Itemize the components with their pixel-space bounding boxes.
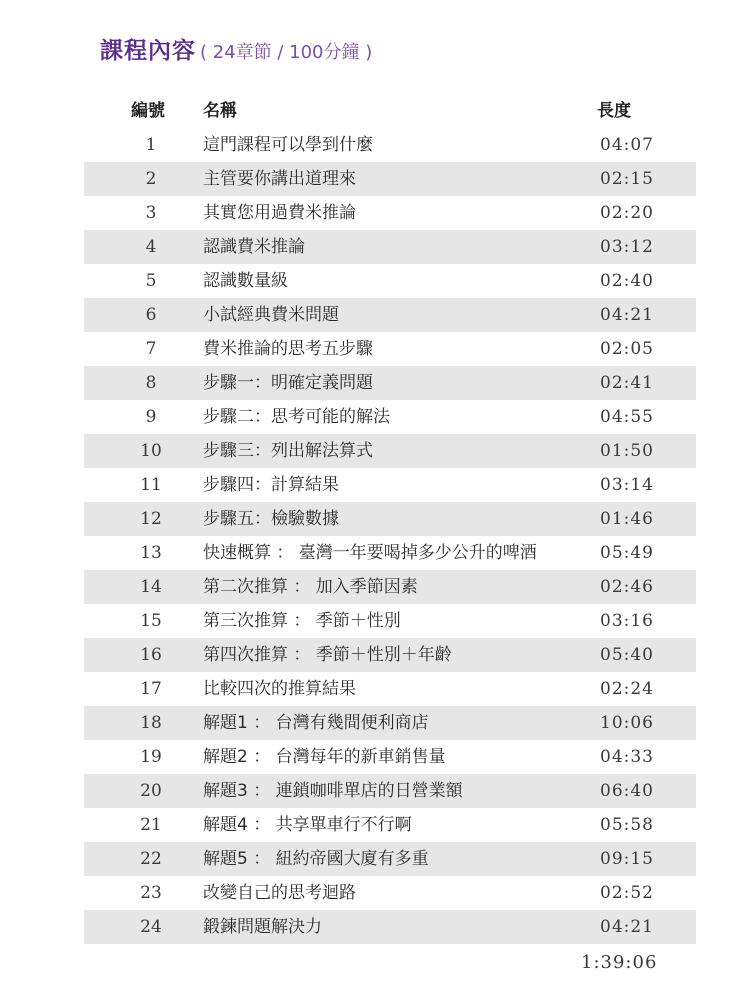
table-row [84, 740, 696, 774]
table-row [84, 128, 696, 162]
lesson-length: 04:55 [600, 407, 654, 427]
table-row [84, 638, 696, 672]
table-row [84, 808, 696, 842]
lesson-length: 05:49 [600, 543, 654, 563]
lesson-number: 6 [145, 305, 157, 325]
table-row [84, 910, 696, 944]
lesson-name: 第四次推算 ： 季節＋性別＋年齡 [203, 645, 452, 665]
lesson-length: 04:21 [600, 917, 654, 937]
table-row [84, 366, 696, 400]
table-row [84, 774, 696, 808]
table-row [84, 162, 696, 196]
table-row [84, 468, 696, 502]
table-row [84, 502, 696, 536]
lesson-number: 7 [145, 339, 157, 359]
lesson-name: 步驟一：明確定義問題 [203, 373, 373, 393]
page-subtitle: ( 24章節 / 100分鐘 ) [200, 42, 373, 63]
lesson-number: 12 [140, 509, 162, 529]
lesson-number: 23 [140, 883, 162, 903]
lesson-number: 9 [145, 407, 157, 427]
table-row [84, 706, 696, 740]
lesson-length: 09:15 [600, 849, 654, 869]
table-row [84, 536, 696, 570]
lesson-name: 第二次推算 ： 加入季節因素 [203, 577, 418, 597]
lesson-length: 03:14 [600, 475, 654, 495]
lesson-number: 17 [140, 679, 162, 699]
lesson-number: 24 [140, 917, 162, 937]
lesson-length: 01:46 [600, 509, 654, 529]
lesson-name: 步驟五：檢驗數據 [203, 509, 339, 529]
lesson-number: 13 [140, 543, 162, 563]
course-table [84, 94, 696, 944]
lesson-number: 2 [145, 169, 157, 189]
lesson-name: 解題4 ： 共享單車行不行啊 [203, 815, 412, 835]
lesson-length: 05:40 [600, 645, 654, 665]
lesson-name: 認識數量級 [203, 271, 288, 291]
lesson-length: 02:05 [600, 339, 654, 359]
lesson-name: 步驟三：列出解法算式 [203, 441, 373, 461]
lesson-name: 步驟四：計算結果 [203, 475, 339, 495]
page-title: 課程內容 [100, 38, 196, 64]
table-body [84, 128, 696, 944]
lesson-length: 04:07 [600, 135, 654, 155]
table-row [84, 298, 696, 332]
lesson-length: 04:33 [600, 747, 654, 767]
lesson-number: 5 [145, 271, 157, 291]
lesson-length: 04:21 [600, 305, 654, 325]
lesson-length: 03:12 [600, 237, 654, 257]
lesson-number: 18 [140, 713, 162, 733]
table-row [84, 264, 696, 298]
lesson-number: 11 [140, 475, 162, 495]
lesson-name: 認識費米推論 [203, 237, 305, 257]
lesson-name: 解題3 ： 連鎖咖啡單店的日營業額 [203, 781, 463, 801]
lesson-number: 20 [140, 781, 162, 801]
lesson-length: 02:46 [600, 577, 654, 597]
lesson-length: 05:58 [600, 815, 654, 835]
lesson-name: 小試經典費米問題 [203, 305, 339, 325]
lesson-number: 1 [145, 135, 157, 155]
table-header-row [84, 94, 696, 128]
lesson-length: 01:50 [600, 441, 654, 461]
lesson-name: 快速概算 ： 臺灣一年要喝掉多少公升的啤酒 [203, 543, 537, 563]
column-header-name: 名稱 [203, 101, 237, 121]
table-row [84, 400, 696, 434]
column-header-length: 長度 [597, 101, 631, 121]
lesson-length: 10:06 [600, 713, 654, 733]
lesson-number: 21 [140, 815, 162, 835]
lesson-name: 改變自己的思考迴路 [203, 883, 356, 903]
table-row [84, 230, 696, 264]
lesson-number: 15 [140, 611, 162, 631]
lesson-name: 主管要你講出道理來 [203, 169, 356, 189]
lesson-name: 解題2 ： 台灣每年的新車銷售量 [203, 747, 446, 767]
table-row [84, 570, 696, 604]
lesson-name: 解題5 ： 紐約帝國大廈有多重 [203, 849, 429, 869]
lesson-number: 22 [140, 849, 162, 869]
table-row [84, 332, 696, 366]
lesson-number: 4 [145, 237, 157, 257]
lesson-name: 這門課程可以學到什麼 [203, 135, 373, 155]
table-row [84, 672, 696, 706]
lesson-number: 8 [145, 373, 157, 393]
lesson-number: 14 [140, 577, 162, 597]
lesson-name: 第三次推算 ： 季節＋性別 [203, 611, 401, 631]
table-row [84, 196, 696, 230]
table-row [84, 604, 696, 638]
lesson-number: 16 [140, 645, 162, 665]
lesson-name: 費米推論的思考五步驟 [203, 339, 373, 359]
lesson-name: 步驟二：思考可能的解法 [203, 407, 390, 427]
lesson-name: 鍛鍊問題解決力 [203, 917, 322, 937]
table-row [84, 842, 696, 876]
table-row [84, 434, 696, 468]
column-header-number: 編號 [131, 101, 165, 121]
lesson-number: 3 [145, 203, 157, 223]
lesson-number: 19 [140, 747, 162, 767]
lesson-name: 其實您用過費米推論 [203, 203, 356, 223]
lesson-length: 02:24 [600, 679, 654, 699]
lesson-length: 02:52 [600, 883, 654, 903]
lesson-length: 02:20 [600, 203, 654, 223]
lesson-name: 解題1 ： 台灣有幾間便利商店 [203, 713, 429, 733]
lesson-name: 比較四次的推算結果 [203, 679, 356, 699]
lesson-length: 02:15 [600, 169, 654, 189]
course-header [100, 32, 372, 65]
lesson-length: 03:16 [600, 611, 654, 631]
lesson-number: 10 [140, 441, 162, 461]
lesson-length: 02:40 [600, 271, 654, 291]
lesson-length: 06:40 [600, 781, 654, 801]
lesson-length: 02:41 [600, 373, 654, 393]
total-duration: 1:39:06 [581, 952, 658, 973]
table-row [84, 876, 696, 910]
